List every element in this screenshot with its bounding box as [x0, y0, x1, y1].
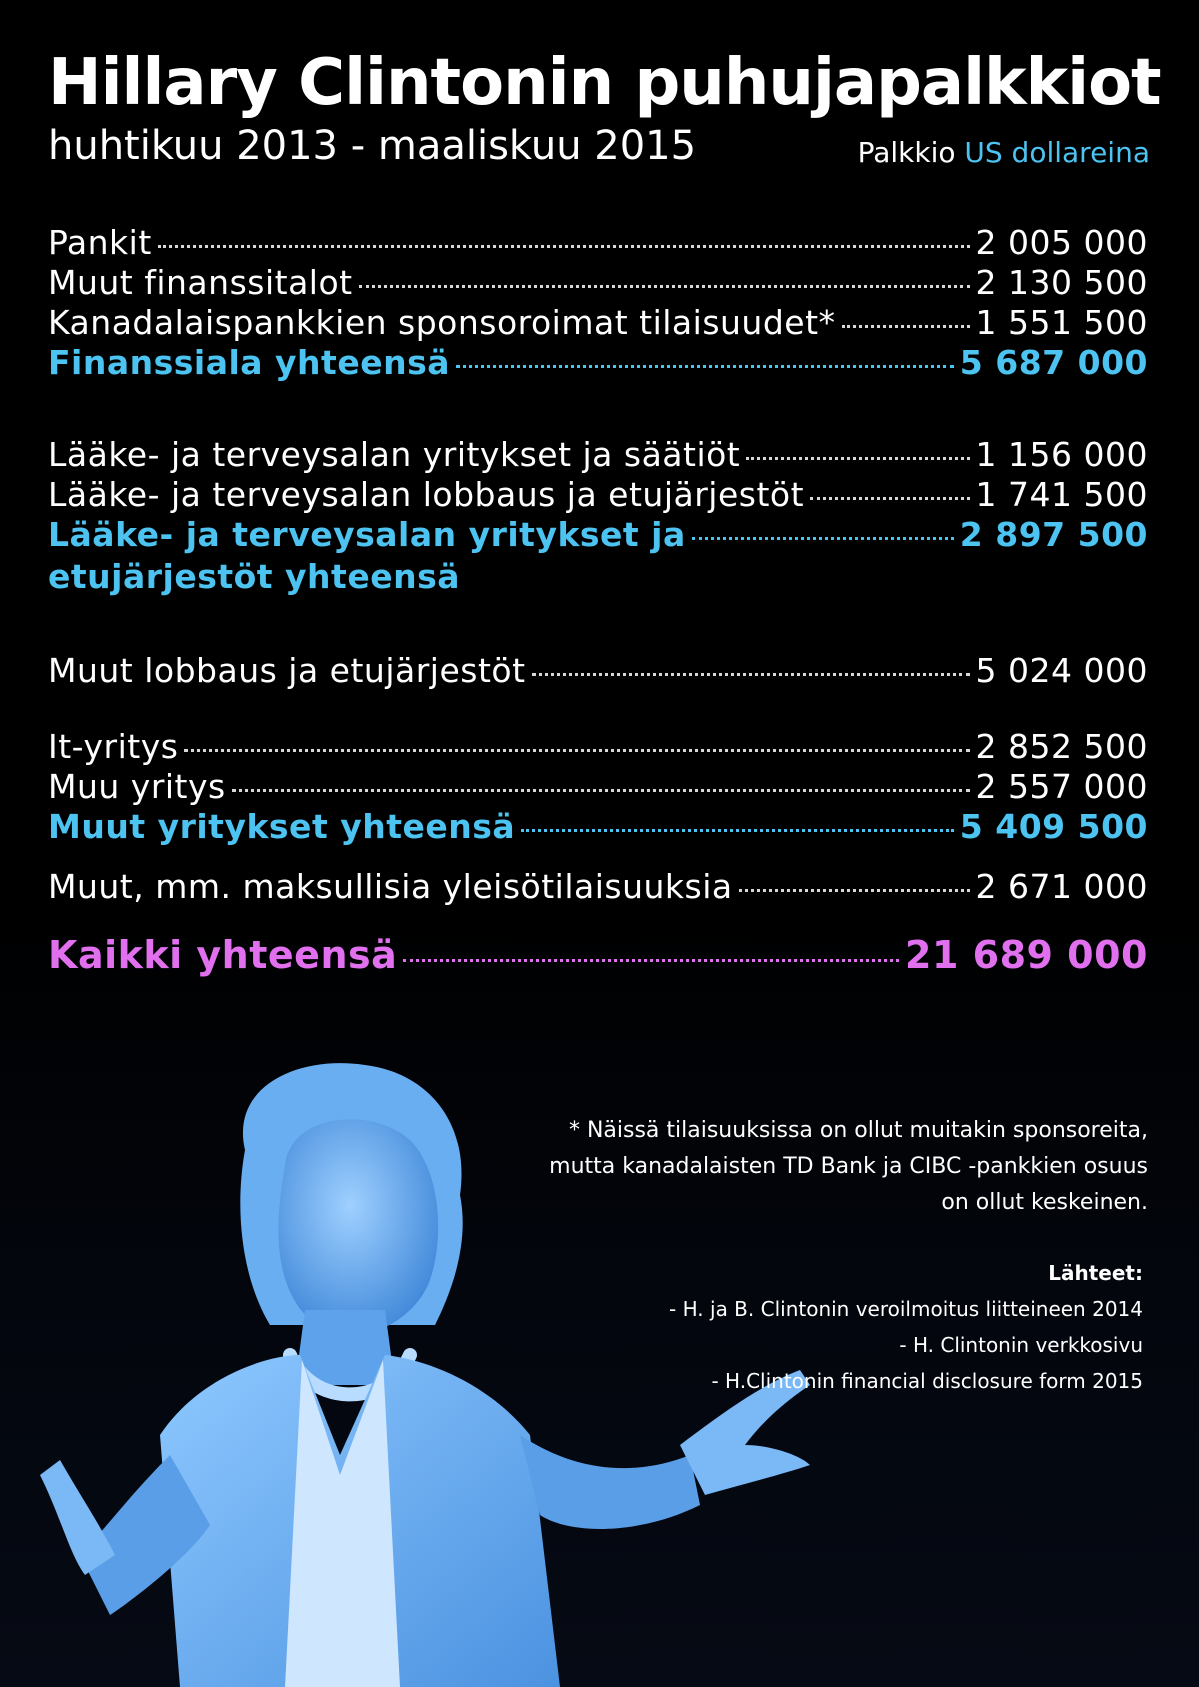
row-value: 21 689 000: [905, 933, 1148, 977]
table-row: [48, 726, 1148, 767]
table-row: [48, 650, 1148, 691]
row-label: Muu yritys: [48, 767, 226, 806]
table-row: [48, 222, 1148, 263]
table-row: [48, 766, 1148, 807]
row-label: Lääke- ja terveysalan lobbaus ja etujärjestöt: [48, 475, 805, 514]
dot-leader: [456, 365, 954, 368]
row-label: Kanadalaispankkien sponsoroimat tilaisuudet*: [48, 303, 836, 342]
table-row: [48, 866, 1148, 907]
subtotal-row: [48, 514, 1148, 598]
row-value: 1 551 500: [975, 303, 1148, 342]
table-row: [48, 434, 1148, 475]
row-value: 5 687 000: [959, 343, 1148, 382]
row-label: It-yritys: [48, 727, 179, 766]
subtotal-row: [48, 342, 1148, 383]
dot-leader: [692, 537, 954, 540]
source-item: - H. ja B. Clintonin veroilmoitus liitteineen 2014: [669, 1297, 1143, 1321]
dot-leader: [532, 673, 970, 676]
left-hand-shape: [40, 1460, 115, 1575]
dot-leader: [232, 789, 970, 792]
face-shape: [278, 1119, 438, 1335]
row-label: Muut lobbaus ja etujärjestöt: [48, 651, 526, 690]
row-label-line2: etujärjestöt yhteensä: [48, 556, 460, 596]
row-value: 2 005 000: [975, 223, 1148, 262]
row-label-line1: Lääke- ja terveysalan yritykset ja: [48, 515, 686, 554]
unit-currency: US dollareina: [964, 136, 1150, 169]
page-subtitle: huhtikuu 2013 - maaliskuu 2015: [48, 123, 697, 169]
dot-leader: [739, 889, 970, 892]
row-value: 1 741 500: [975, 475, 1148, 514]
row-label: Muut finanssitalot: [48, 263, 353, 302]
table-row: [48, 474, 1148, 515]
dot-leader: [842, 325, 970, 328]
blouse-shape: [285, 1360, 400, 1687]
row-value: 1 156 000: [975, 435, 1148, 474]
row-label: Finanssiala yhteensä: [48, 343, 450, 382]
dot-leader: [746, 457, 969, 460]
row-label: [48, 514, 686, 598]
sources: [503, 1255, 1143, 1399]
unit-note: [858, 136, 1150, 169]
right-arm-shape: [520, 1435, 700, 1529]
row-label: Muut yritykset yhteensä: [48, 807, 516, 846]
dot-leader: [359, 285, 970, 288]
page-title: Hillary Clintonin puhujapalkkiot: [48, 46, 1161, 120]
row-value: 2 557 000: [975, 767, 1148, 806]
row-value: 5 409 500: [959, 807, 1148, 846]
source-item: - H.Clintonin financial disclosure form 2015: [711, 1369, 1143, 1393]
dot-leader: [403, 959, 899, 962]
dot-leader: [158, 245, 970, 248]
grand-total-row: [48, 932, 1148, 980]
dot-leader: [521, 829, 954, 832]
row-value: 2 897 500: [959, 515, 1148, 554]
row-label: Pankit: [48, 223, 152, 262]
row-label: Lääke- ja terveysalan yritykset ja säätiöt: [48, 435, 741, 474]
row-value: 2 130 500: [975, 263, 1148, 302]
table-row: [48, 262, 1148, 303]
sources-title: Lähteet:: [1048, 1261, 1143, 1285]
row-label: Muut, mm. maksullisia yleisötilaisuuksia: [48, 867, 733, 906]
row-value: 5 024 000: [975, 651, 1148, 690]
row-value: 2 671 000: [975, 867, 1148, 906]
dot-leader: [810, 497, 970, 500]
footnote: * Näissä tilaisuuksissa on ollut muitakin sponsoreita, mutta kanadalaisten TD Bank ja CIBC -pankkien osuus on ollut keskeinen.: [549, 1118, 1148, 1215]
table-row: [48, 302, 1148, 343]
unit-label: Palkkio: [857, 136, 956, 169]
row-value: 2 852 500: [975, 727, 1148, 766]
dot-leader: [184, 749, 969, 752]
source-item: - H. Clintonin verkkosivu: [899, 1333, 1143, 1357]
row-label: Kaikki yhteensä: [48, 933, 398, 977]
subtotal-row: [48, 806, 1148, 847]
